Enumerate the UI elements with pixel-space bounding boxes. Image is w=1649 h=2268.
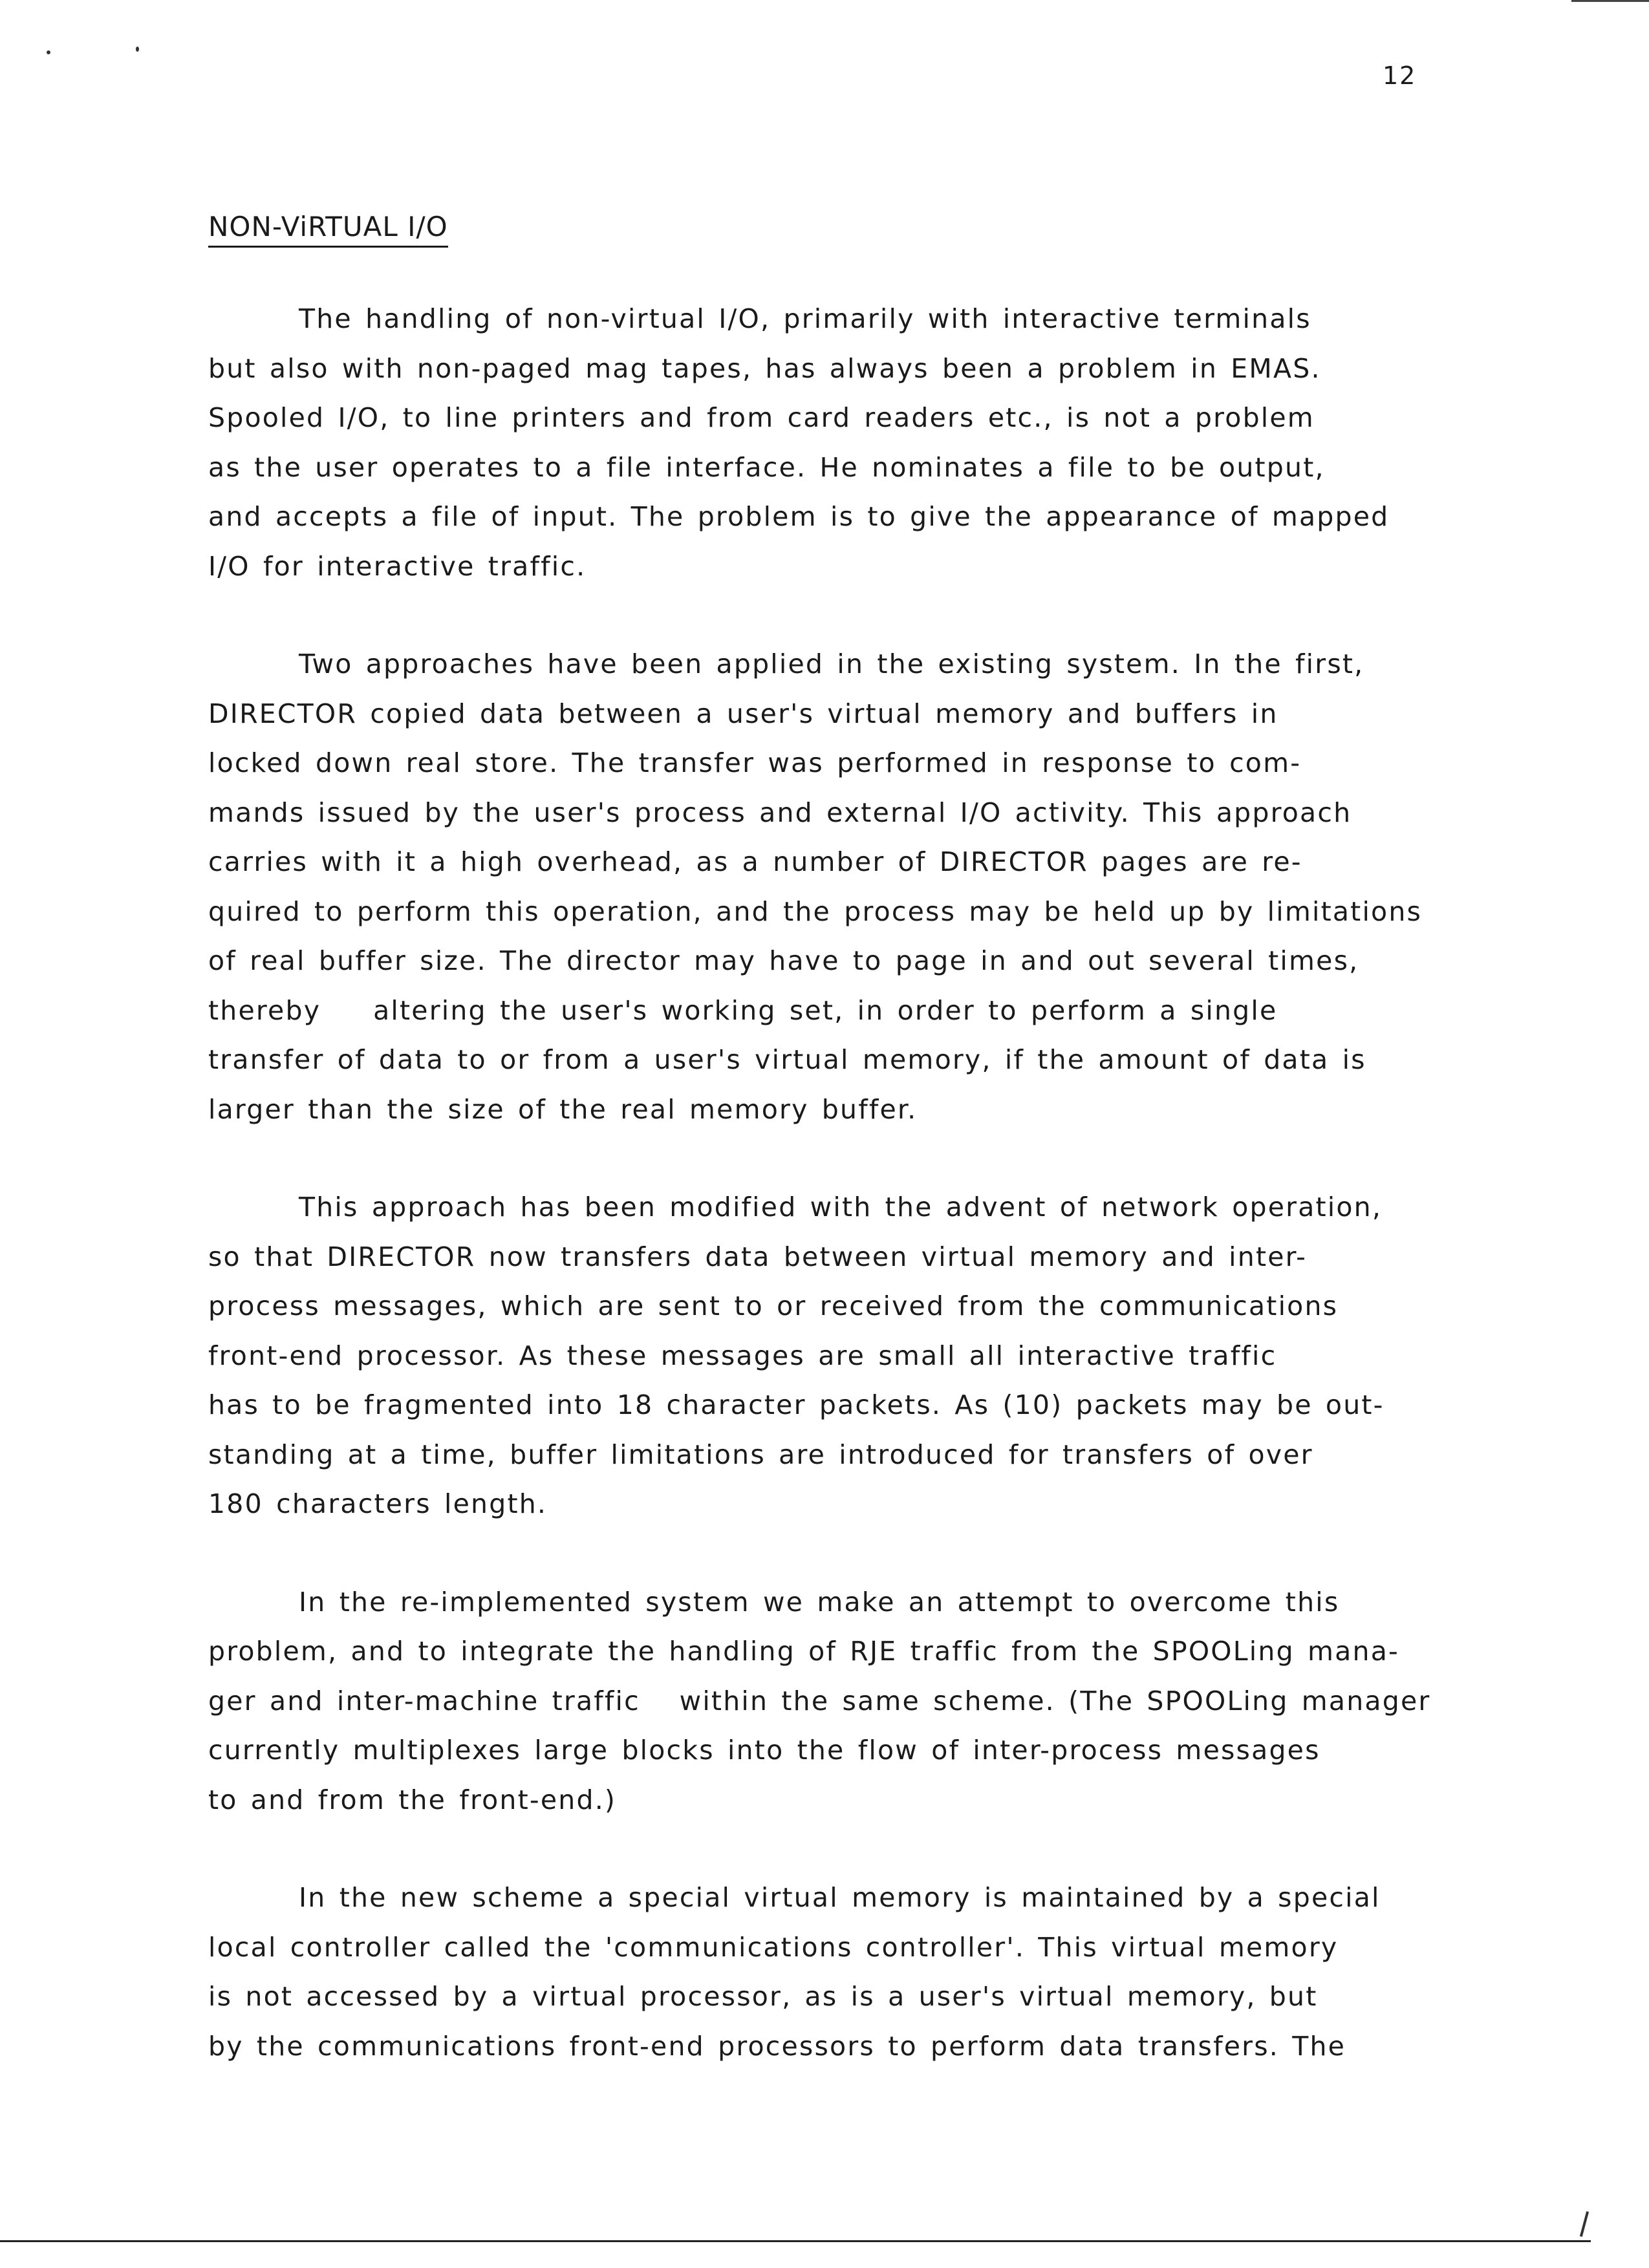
text-line: problem, and to integrate the handling of RJE traffic from the SPOOLing mana- (208, 1636, 1400, 1667)
page-edge-mark (1571, 0, 1649, 2)
text-line: locked down real store. The transfer was performed in response to com- (208, 747, 1302, 778)
text-line: carries with it a high overhead, as a number of DIRECTOR pages are re- (208, 846, 1302, 877)
paragraph (208, 1182, 1514, 1529)
text-line: 180 characters length. (208, 1488, 548, 1519)
text-line: local controller called the 'communications controller'. This virtual memory (208, 1931, 1339, 1963)
document-body (208, 294, 1514, 2119)
text-line: currently multiplexes large blocks into the flow of inter-process messages (208, 1735, 1320, 1766)
scan-mark (1580, 2211, 1589, 2237)
text-line: has to be fragmented into 18 character packets. As (10) packets may be out- (208, 1389, 1385, 1420)
text-line: quired to perform this operation, and the process may be held up by limitations (208, 895, 1423, 927)
text-line: thereby altering the user's working set, in order to perform a single (208, 994, 1278, 1026)
page-number: 12 (1383, 61, 1417, 90)
text-line: mands issued by the user's process and external I/O activity. This approach (208, 797, 1352, 828)
text-line: process messages, which are sent to or received from the communications (208, 1290, 1339, 1321)
text-line: transfer of data to or from a user's virtual memory, if the amount of data is (208, 1044, 1366, 1075)
text-line: In the re-implemented system we make an attempt to overcome this (299, 1586, 1340, 1618)
text-line: Two approaches have been applied in the existing system. In the first, (299, 648, 1364, 679)
scan-speck (136, 47, 139, 52)
text-line: The handling of non-virtual I/O, primarily with interactive terminals (299, 303, 1311, 334)
scan-speck (47, 50, 50, 54)
text-line: I/O for interactive traffic. (208, 550, 587, 582)
text-line: ger and inter-machine traffic within the same scheme. (The SPOOLing manager (208, 1685, 1431, 1717)
text-line: In the new scheme a special virtual memory is maintained by a special (299, 1882, 1381, 1913)
text-line: and accepts a file of input. The problem is to give the appearance of mapped (208, 501, 1390, 532)
text-line: This approach has been modified with the advent of network operation, (299, 1192, 1383, 1223)
text-line: DIRECTOR copied data between a user's virtual memory and buffers in (208, 698, 1278, 729)
text-line: front-end processor. As these messages are small all interactive traffic (208, 1340, 1277, 1371)
section-heading: NON-ViRTUAL I/O (208, 212, 448, 248)
text-line: Spooled I/O, to line printers and from card readers etc., is not a problem (208, 402, 1315, 433)
paragraph (208, 639, 1514, 1134)
page-bottom-rule (0, 2240, 1591, 2242)
text-line: of real buffer size. The director may have to page in and out several times, (208, 945, 1359, 976)
paragraph (208, 294, 1514, 591)
text-line: so that DIRECTOR now transfers data between virtual memory and inter- (208, 1241, 1308, 1272)
text-line: by the communications front-end processors to perform data transfers. The (208, 2030, 1346, 2062)
paragraph (208, 1578, 1514, 1825)
paragraph (208, 1873, 1514, 2071)
text-line: is not accessed by a virtual processor, as is a user's virtual memory, but (208, 1981, 1318, 2012)
text-line: larger than the size of the real memory buffer. (208, 1093, 918, 1125)
text-line: standing at a time, buffer limitations are introduced for transfers of over (208, 1439, 1313, 1470)
text-line: as the user operates to a file interface. He nominates a file to be output, (208, 451, 1325, 483)
text-line: but also with non-paged mag tapes, has always been a problem in EMAS. (208, 352, 1321, 384)
text-line: to and from the front-end.) (208, 1784, 617, 1815)
